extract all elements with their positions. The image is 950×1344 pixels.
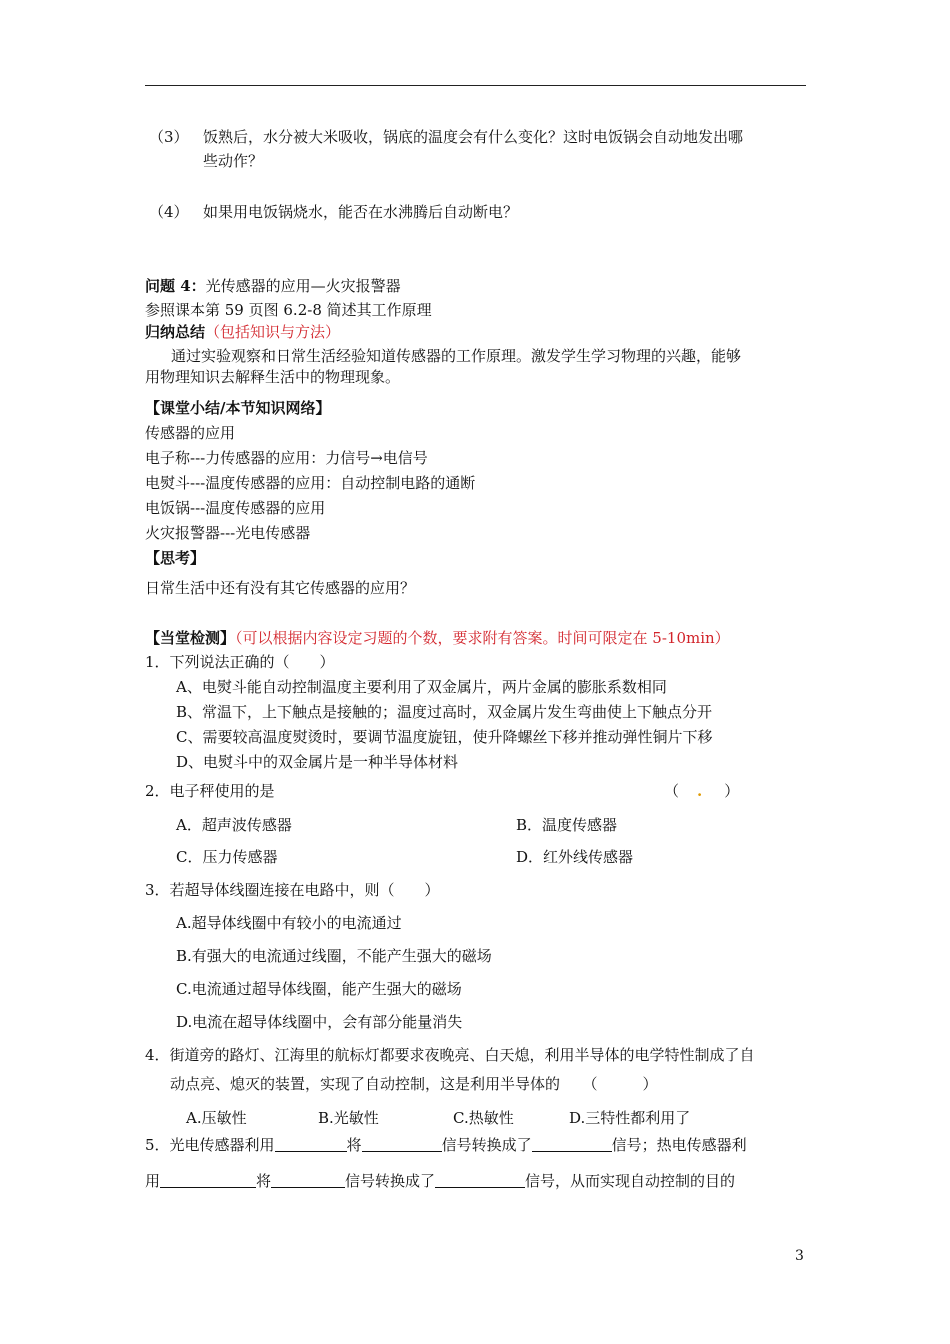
summary-line1: 通过实验观察和日常生活经验知道传感器的工作原理。激发学生学习物理的兴趣，能够 — [171, 347, 742, 365]
think-heading: 【思考】 — [145, 549, 206, 567]
summary-line2: 用物理知识去解释生活中的物理现象。 — [145, 368, 401, 386]
q2-paren-right: ） — [724, 782, 740, 800]
q1-option-a: A、电熨斗能自动控制温度主要利用了双金属片，两片金属的膨胀系数相同 — [176, 678, 667, 696]
q2-option-d: D．红外线传感器 — [516, 848, 634, 866]
network-line: 火灾报警器---光电传感器 — [145, 524, 311, 542]
network-line: 电饭锅---温度传感器的应用 — [145, 499, 326, 517]
check-note: （可以根据内容设定习题的个数，要求附有答案。时间可限定在 5-10min） — [235, 629, 730, 647]
network-line: 电熨斗---温度传感器的应用：自动控制电路的通断 — [145, 474, 476, 492]
network-line: 传感器的应用 — [145, 424, 236, 442]
q2-option-c: C．压力传感器 — [176, 848, 278, 866]
item-3-label: （3） — [149, 128, 189, 146]
q5-blank[interactable] — [362, 1137, 442, 1152]
q2-stem: 2．电子秤使用的是 — [145, 782, 275, 800]
q5-text: 信号转换成了 — [345, 1172, 436, 1190]
q5-text: 信号，从而实现自动控制的目的 — [525, 1172, 736, 1190]
q2-option-a: A．超声波传感器 — [176, 816, 292, 834]
q5-text: 信号；热电传感器利 — [611, 1136, 747, 1154]
item-3-line2: 些动作？ — [203, 152, 264, 170]
think-text: 日常生活中还有没有其它传感器的应用？ — [145, 579, 416, 597]
q5-blank[interactable] — [435, 1173, 525, 1188]
item-4-text: 如果用电饭锅烧水，能否在水沸腾后自动断电？ — [203, 203, 519, 221]
q3-option-c: C.电流通过超导体线圈，能产生强大的磁场 — [176, 980, 462, 998]
q1-option-c: C、需要较高温度熨烫时，要调节温度旋钮，使升降螺丝下移并推动弹性铜片下移 — [176, 728, 713, 746]
item-4-label: （4） — [149, 203, 189, 221]
q2-paren-left: （ — [664, 782, 680, 800]
network-heading: 【课堂小结/本节知识网络】 — [145, 399, 331, 417]
page-number: 3 — [795, 1248, 804, 1264]
q5-text: 信号转换成了 — [441, 1136, 532, 1154]
problem4-title: 光传感器的应用—火灾报警器 — [205, 277, 401, 295]
header-rule — [145, 85, 806, 86]
q2-paren-dot: . — [697, 782, 703, 800]
check-heading: 【当堂检测】 — [145, 629, 236, 647]
q4-option-c: C.热敏性 — [453, 1109, 514, 1127]
q5-text: 将 — [346, 1136, 362, 1154]
q5-text: 5．光电传感器利用 — [145, 1136, 275, 1154]
q4-option-d: D.三特性都利用了 — [569, 1109, 691, 1127]
q1-option-b: B、常温下，上下触点是接触的；温度过高时，双金属片发生弯曲使上下触点分开 — [176, 703, 713, 721]
q3-option-b: B.有强大的电流通过线圈，不能产生强大的磁场 — [176, 947, 492, 965]
q5-blank[interactable] — [160, 1173, 256, 1188]
q5-blank[interactable] — [532, 1137, 612, 1152]
q5-text: 用 — [145, 1172, 161, 1190]
item-3-line1: 饭熟后，水分被大米吸收，锅底的温度会有什么变化？这时电饭锅会自动地发出哪 — [203, 128, 744, 146]
q3-option-d: D.电流在超导体线圈中，会有部分能量消失 — [176, 1013, 463, 1031]
q1-option-d: D、电熨斗中的双金属片是一种半导体材料 — [176, 753, 459, 771]
q3-option-a: A.超导体线圈中有较小的电流通过 — [176, 914, 402, 932]
q4-line1: 4．街道旁的路灯、江海里的航标灯都要求夜晚亮、白天熄，利用半导体的电学特性制成了自 — [145, 1046, 755, 1064]
q4-option-a: A.压敏性 — [186, 1109, 247, 1127]
q1-stem: 1．下列说法正确的（ ） — [145, 653, 335, 671]
q2-option-b: B．温度传感器 — [516, 816, 618, 834]
q4-line2: 动点亮、熄灭的装置，实现了自动控制，这是利用半导体的 （ ） — [170, 1075, 658, 1093]
q4-option-b: B.光敏性 — [318, 1109, 379, 1127]
problem4-ref: 参照课本第 59 页图 6.2-8 简述其工作原理 — [145, 301, 432, 319]
problem4-label: 问题 4： — [145, 277, 206, 295]
q3-stem: 3．若超导体线圈连接在电路中，则（ ） — [145, 881, 440, 899]
q2-answer-paren — [664, 781, 739, 801]
q5-blank[interactable] — [271, 1173, 345, 1188]
q5-text: 将 — [256, 1172, 272, 1190]
summary-heading-line — [145, 322, 340, 342]
summary-heading: 归纳总结 — [145, 323, 206, 341]
q5-blank[interactable] — [275, 1137, 347, 1152]
q5-line2 — [145, 1171, 735, 1191]
summary-note: （包括知识与方法） — [205, 323, 341, 341]
problem4-line — [145, 276, 401, 296]
check-heading-line — [145, 628, 730, 648]
q5-line1 — [145, 1135, 747, 1155]
network-line: 电子称---力传感器的应用：力信号→电信号 — [145, 449, 428, 467]
